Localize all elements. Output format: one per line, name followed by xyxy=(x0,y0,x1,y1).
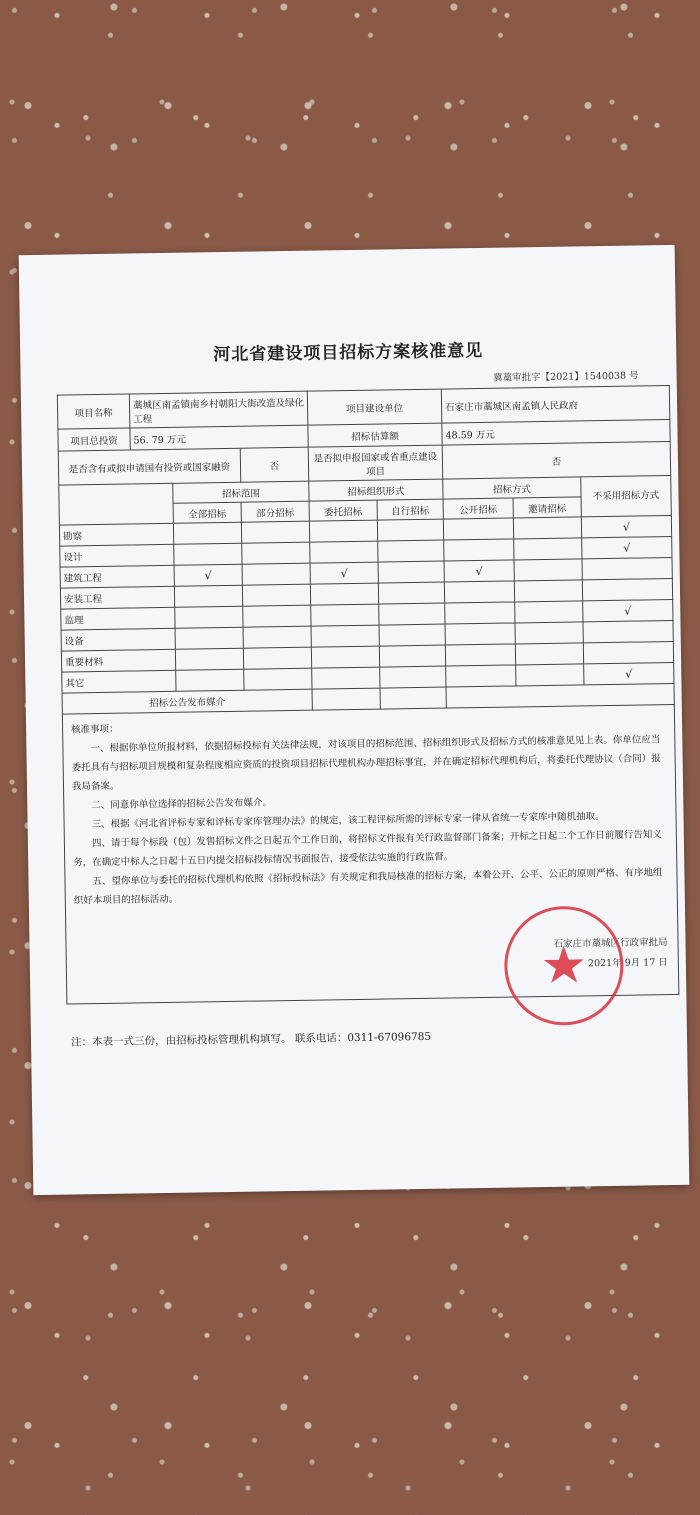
empty-cell xyxy=(174,543,242,565)
group-bid-scope: 招标范围 xyxy=(173,481,309,503)
value-state-funding: 否 xyxy=(240,447,309,482)
label-total-investment: 项目总投资 xyxy=(58,428,130,451)
check-mark-cell: √ xyxy=(582,536,672,558)
matrix-row-label: 设计 xyxy=(60,544,174,567)
empty-cell xyxy=(378,561,444,583)
empty-cell xyxy=(378,582,444,604)
matrix-body xyxy=(59,515,674,693)
empty-cell xyxy=(243,605,311,627)
sub-entrusted-bid: 委托招标 xyxy=(309,500,377,521)
matrix-row-label: 重要材料 xyxy=(61,649,175,672)
empty-cell xyxy=(445,602,515,624)
empty-cell xyxy=(515,601,583,623)
empty-cell xyxy=(514,538,582,560)
issue-date: 2021年 9月 17 日 xyxy=(587,957,668,970)
empty-cell xyxy=(311,604,379,626)
empty-cell xyxy=(582,578,672,600)
empty-cell xyxy=(176,669,244,691)
empty-cell xyxy=(311,646,379,668)
empty-cell xyxy=(310,541,378,563)
check-mark-cell: √ xyxy=(584,662,674,684)
sub-full-bid: 全部招标 xyxy=(173,502,241,523)
matrix-row-label: 设备 xyxy=(61,628,175,651)
approval-heading: 核准事项： xyxy=(71,723,119,736)
empty-cell xyxy=(379,645,445,667)
value-builder: 石家庄市藁城区南孟镇人民政府 xyxy=(441,386,670,424)
label-builder: 项目建设单位 xyxy=(307,389,442,425)
empty-cell xyxy=(242,542,310,564)
empty-cell xyxy=(378,540,444,562)
matrix-row-label: 勘察 xyxy=(59,523,173,546)
empty-cell xyxy=(241,521,309,543)
document-title: 河北省建设项目招标方案核准意见 xyxy=(213,340,484,366)
matrix-row-label: 建筑工程 xyxy=(60,565,174,588)
document-number: 冀藁审批字【2021】1540038 号 xyxy=(493,370,639,384)
approval-item-2: 二、同意你单位选择的招标公告发布媒介。 xyxy=(91,797,272,812)
empty-cell xyxy=(244,668,312,690)
empty-cell xyxy=(514,580,582,602)
official-seal xyxy=(499,901,629,1031)
empty-cell xyxy=(444,539,514,561)
empty-cell xyxy=(515,643,583,665)
value-bid-estimate: 48.59 万元 xyxy=(442,420,670,446)
check-mark-cell: √ xyxy=(583,599,673,621)
empty-cell xyxy=(379,603,445,625)
sub-open-bid: 公开招标 xyxy=(443,498,513,519)
empty-cell xyxy=(583,620,673,642)
empty-cell xyxy=(445,644,515,666)
empty-cell xyxy=(377,519,443,541)
check-mark-cell: √ xyxy=(174,564,242,586)
empty-cell xyxy=(243,647,311,669)
sub-invited-bid: 邀请招标 xyxy=(513,497,581,518)
check-mark-cell: √ xyxy=(444,560,514,582)
empty-cell xyxy=(446,665,516,687)
approval-item-1: 一、根据你单位所报材料，依据招标投标有关法律法规，对该项目的招标范围、招标组织形式及招标方式的核准意见见上表。你单位应当委托具有与招标项目规模和复杂程度相应资质的投资项目招标代理机构办理招标事宜，并在确定招标代理机构后，将委托代理协议（合同）报我局备案。 xyxy=(71,734,661,793)
group-no-bidding: 不采用招标方式 xyxy=(581,475,672,516)
label-announcement-media: 招标公告发布媒介 xyxy=(62,689,312,714)
empty-cell xyxy=(175,606,243,628)
empty-cell xyxy=(445,623,515,645)
empty-cell xyxy=(310,583,378,605)
label-project-name: 项目名称 xyxy=(57,394,130,429)
empty-cell xyxy=(515,622,583,644)
matrix-row-label: 监理 xyxy=(61,607,175,630)
empty-cell xyxy=(242,584,310,606)
matrix-row-label: 安装工程 xyxy=(60,586,174,609)
label-bid-estimate: 招标估算额 xyxy=(308,423,442,447)
empty-cell xyxy=(312,667,380,689)
media-cell-2 xyxy=(380,687,446,709)
value-total-investment: 56. 79 万元 xyxy=(130,425,308,450)
empty-cell xyxy=(582,557,672,579)
value-project-name: 藁城区南孟镇南乡村朝阳大街改造及绿化工程 xyxy=(129,391,308,428)
label-state-funding: 是否含有或拟申请国有投资或国家融资 xyxy=(58,448,241,485)
empty-cell xyxy=(242,563,310,585)
footer-note: 注：本表一式三份，由招标投标管理机构填写。 联系电话：0311-67096785 xyxy=(70,1030,432,1049)
empty-cell xyxy=(175,648,243,670)
check-mark-cell: √ xyxy=(581,515,671,537)
empty-cell xyxy=(444,581,514,603)
empty-cell xyxy=(380,666,446,688)
empty-cell xyxy=(309,520,377,542)
empty-cell xyxy=(379,624,445,646)
empty-cell xyxy=(514,559,582,581)
empty-cell xyxy=(174,585,242,607)
empty-cell xyxy=(513,517,581,539)
label-key-project: 是否拟申报国家或省重点建设项目 xyxy=(308,445,443,481)
approval-item-5: 五、望你单位与委托的招标代理机构依照《招标投标法》有关规定和我局核准的招标方案，本着公开、公平、公正的原则严格、有序地组织好本项目的招标活动。 xyxy=(73,867,663,907)
group-bid-method: 招标方式 xyxy=(443,477,581,499)
empty-cell xyxy=(175,627,243,649)
value-key-project: 否 xyxy=(442,441,671,479)
document-page xyxy=(19,245,690,1195)
empty-cell xyxy=(243,626,311,648)
sub-self-bid: 自行招标 xyxy=(377,499,443,520)
issuer-name: 石家庄市藁城区行政审批局 xyxy=(553,937,668,950)
approval-item-4: 四、请于每个标段（包）发售招标文件之日起五个工作日前，将招标文件报有关行政监督部门备案；开标之日起二个工作日前履行告知义务，在确定中标人之日起十五日内提交招标投标情况书面报告，接受依法实施的行政监督。 xyxy=(73,829,662,869)
empty-cell xyxy=(173,522,241,544)
sub-partial-bid: 部分招标 xyxy=(241,501,309,522)
approval-item-3: 三、根据《河北省评标专家和评标专家库管理办法》的规定，该工程评标所需的评标专家一律从省统一专家库中随机抽取。 xyxy=(91,811,605,831)
group-bid-organization: 招标组织形式 xyxy=(309,479,443,501)
empty-cell xyxy=(443,518,513,540)
matrix-corner xyxy=(59,483,174,525)
check-mark-cell: √ xyxy=(310,562,378,584)
matrix-row-label: 其它 xyxy=(62,670,176,693)
empty-cell xyxy=(311,625,379,647)
empty-cell xyxy=(583,641,673,663)
media-cell-1 xyxy=(312,688,380,710)
empty-cell xyxy=(516,664,584,686)
